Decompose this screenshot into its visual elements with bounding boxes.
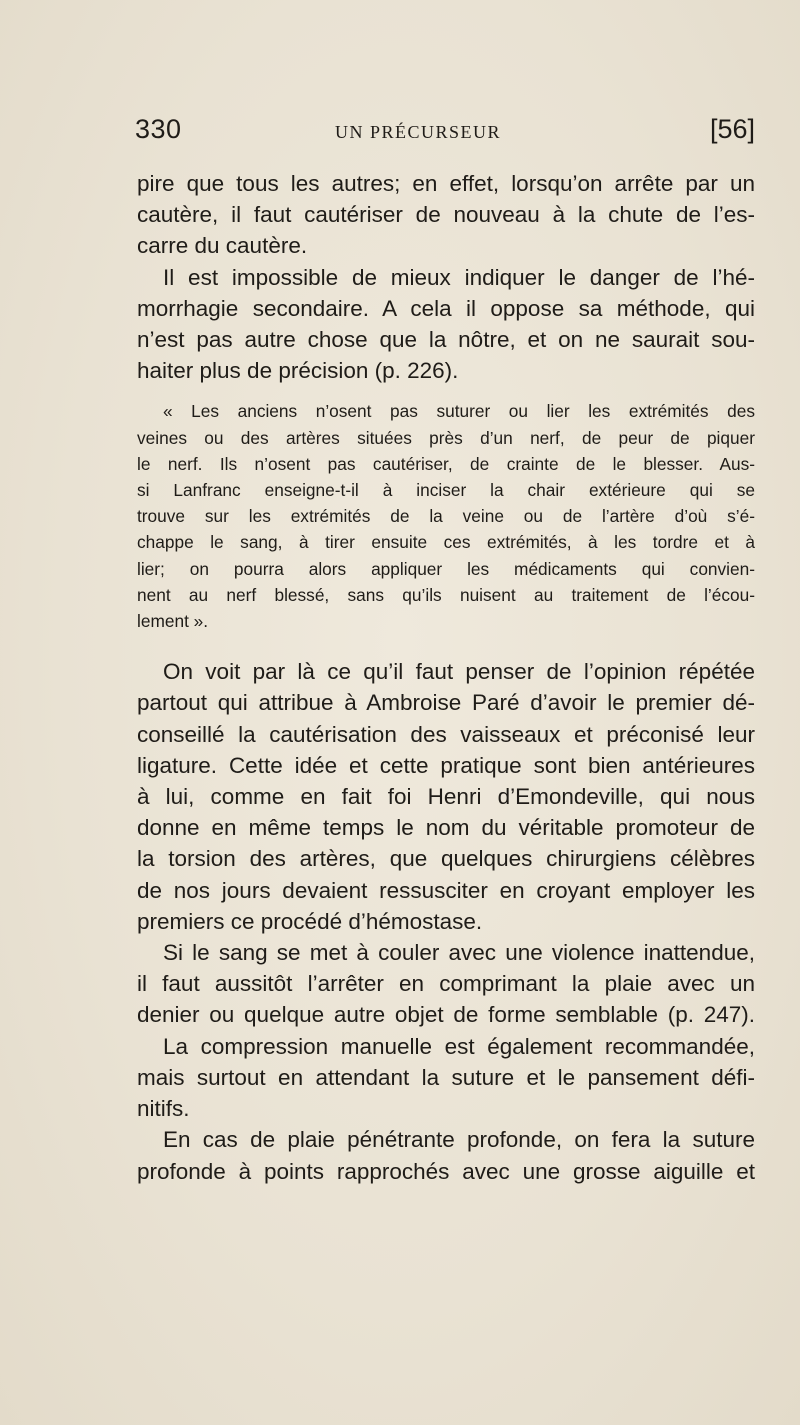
paragraph-2 [137,262,755,387]
paragraph-3 [137,656,755,937]
text-line: partout qui attribue à Ambroise Paré d’avoir le premier dé- [137,690,755,716]
text-line: de nos jours devaient ressusciter en croyant employer les [137,877,755,903]
quote-line: chappe le sang, à tirer ensuite ces extrémités, à les tordre et à [137,532,755,553]
text-line: n’est pas autre chose que la nôtre, et on ne saurait sou- [137,327,755,353]
text-line: Si le sang se met à couler avec une violence inattendue, [163,940,755,966]
text-line: il faut aussitôt l’arrêter en comprimant la plaie avec un [137,971,755,997]
quote-line: lier; on pourra alors appliquer les médicaments qui convien- [137,558,755,579]
text-line: haiter plus de précision (p. 226). [137,358,459,384]
paragraph-4 [137,937,755,1031]
quote-line: « Les anciens n’osent pas suturer ou lier les extrémités des [163,401,755,422]
text-line: La compression manuelle est également recommandée, [163,1033,755,1059]
quote-line: lement ». [137,611,209,632]
page-number: 330 [135,114,182,144]
text-line: nitifs. [137,1096,190,1122]
text-line: mais surtout en attendant la suture et le pansement défi- [137,1064,755,1090]
text-line: profonde à points rapprochés avec une grosse aiguille et [137,1158,755,1184]
quote-line: nent au nerf blessé, sans qu’ils nuisent au traitement de l’écou- [137,584,755,605]
text-line: à lui, comme en fait foi Henri d’Emondeville, qui nous [137,784,755,810]
text-line: En cas de plaie pénétrante profonde, on fera la suture [163,1127,755,1153]
quote-line: trouve sur les extrémités de la veine ou de l’artère d’où s’é- [137,506,755,527]
paragraph-1 [137,168,755,262]
quote-line: si Lanfranc enseigne-t-il à inciser la chair extérieure qui se [137,480,755,501]
text-line: cautère, il faut cautériser de nouveau à la chute de l’es- [137,202,755,228]
text-line: On voit par là ce qu’il faut penser de l’opinion répétée [163,659,755,685]
quote-line: le nerf. Ils n’osent pas cautériser, de crainte de le blesser. Aus- [137,453,755,474]
page-header [135,110,755,150]
text-line: conseillé la cautérisation des vaisseaux et préconisé leur [137,721,755,747]
text-line: denier ou quelque autre objet de forme semblable (p. 247). [137,1002,755,1028]
paragraph-5 [137,1031,755,1125]
text-line: donne en même temps le nom du véritable promoteur de [137,815,755,841]
quote-line: veines ou des artères situées près d’un nerf, de peur de piquer [137,427,755,448]
text-line: morrhagie secondaire. A cela il oppose sa méthode, qui [137,295,755,321]
text-line: Il est impossible de mieux indiquer le danger de l’hé- [163,264,755,290]
text-line: carre du cautère. [137,233,308,259]
text-line: premiers ce procédé d’hémostase. [137,908,483,934]
text-line: la torsion des artères, que quelques chirurgiens célèbres [137,846,755,872]
paragraph-6 [137,1124,755,1186]
folio-bracket-number: [56] [709,114,755,144]
block-quote [137,398,755,634]
body-text [137,168,755,1187]
running-title: UN PRÉCURSEUR [335,122,502,142]
text-line: pire que tous les autres; en effet, lorsqu’on arrête par un [137,171,755,196]
text-line: ligature. Cette idée et cette pratique sont bien antérieures [137,752,755,778]
